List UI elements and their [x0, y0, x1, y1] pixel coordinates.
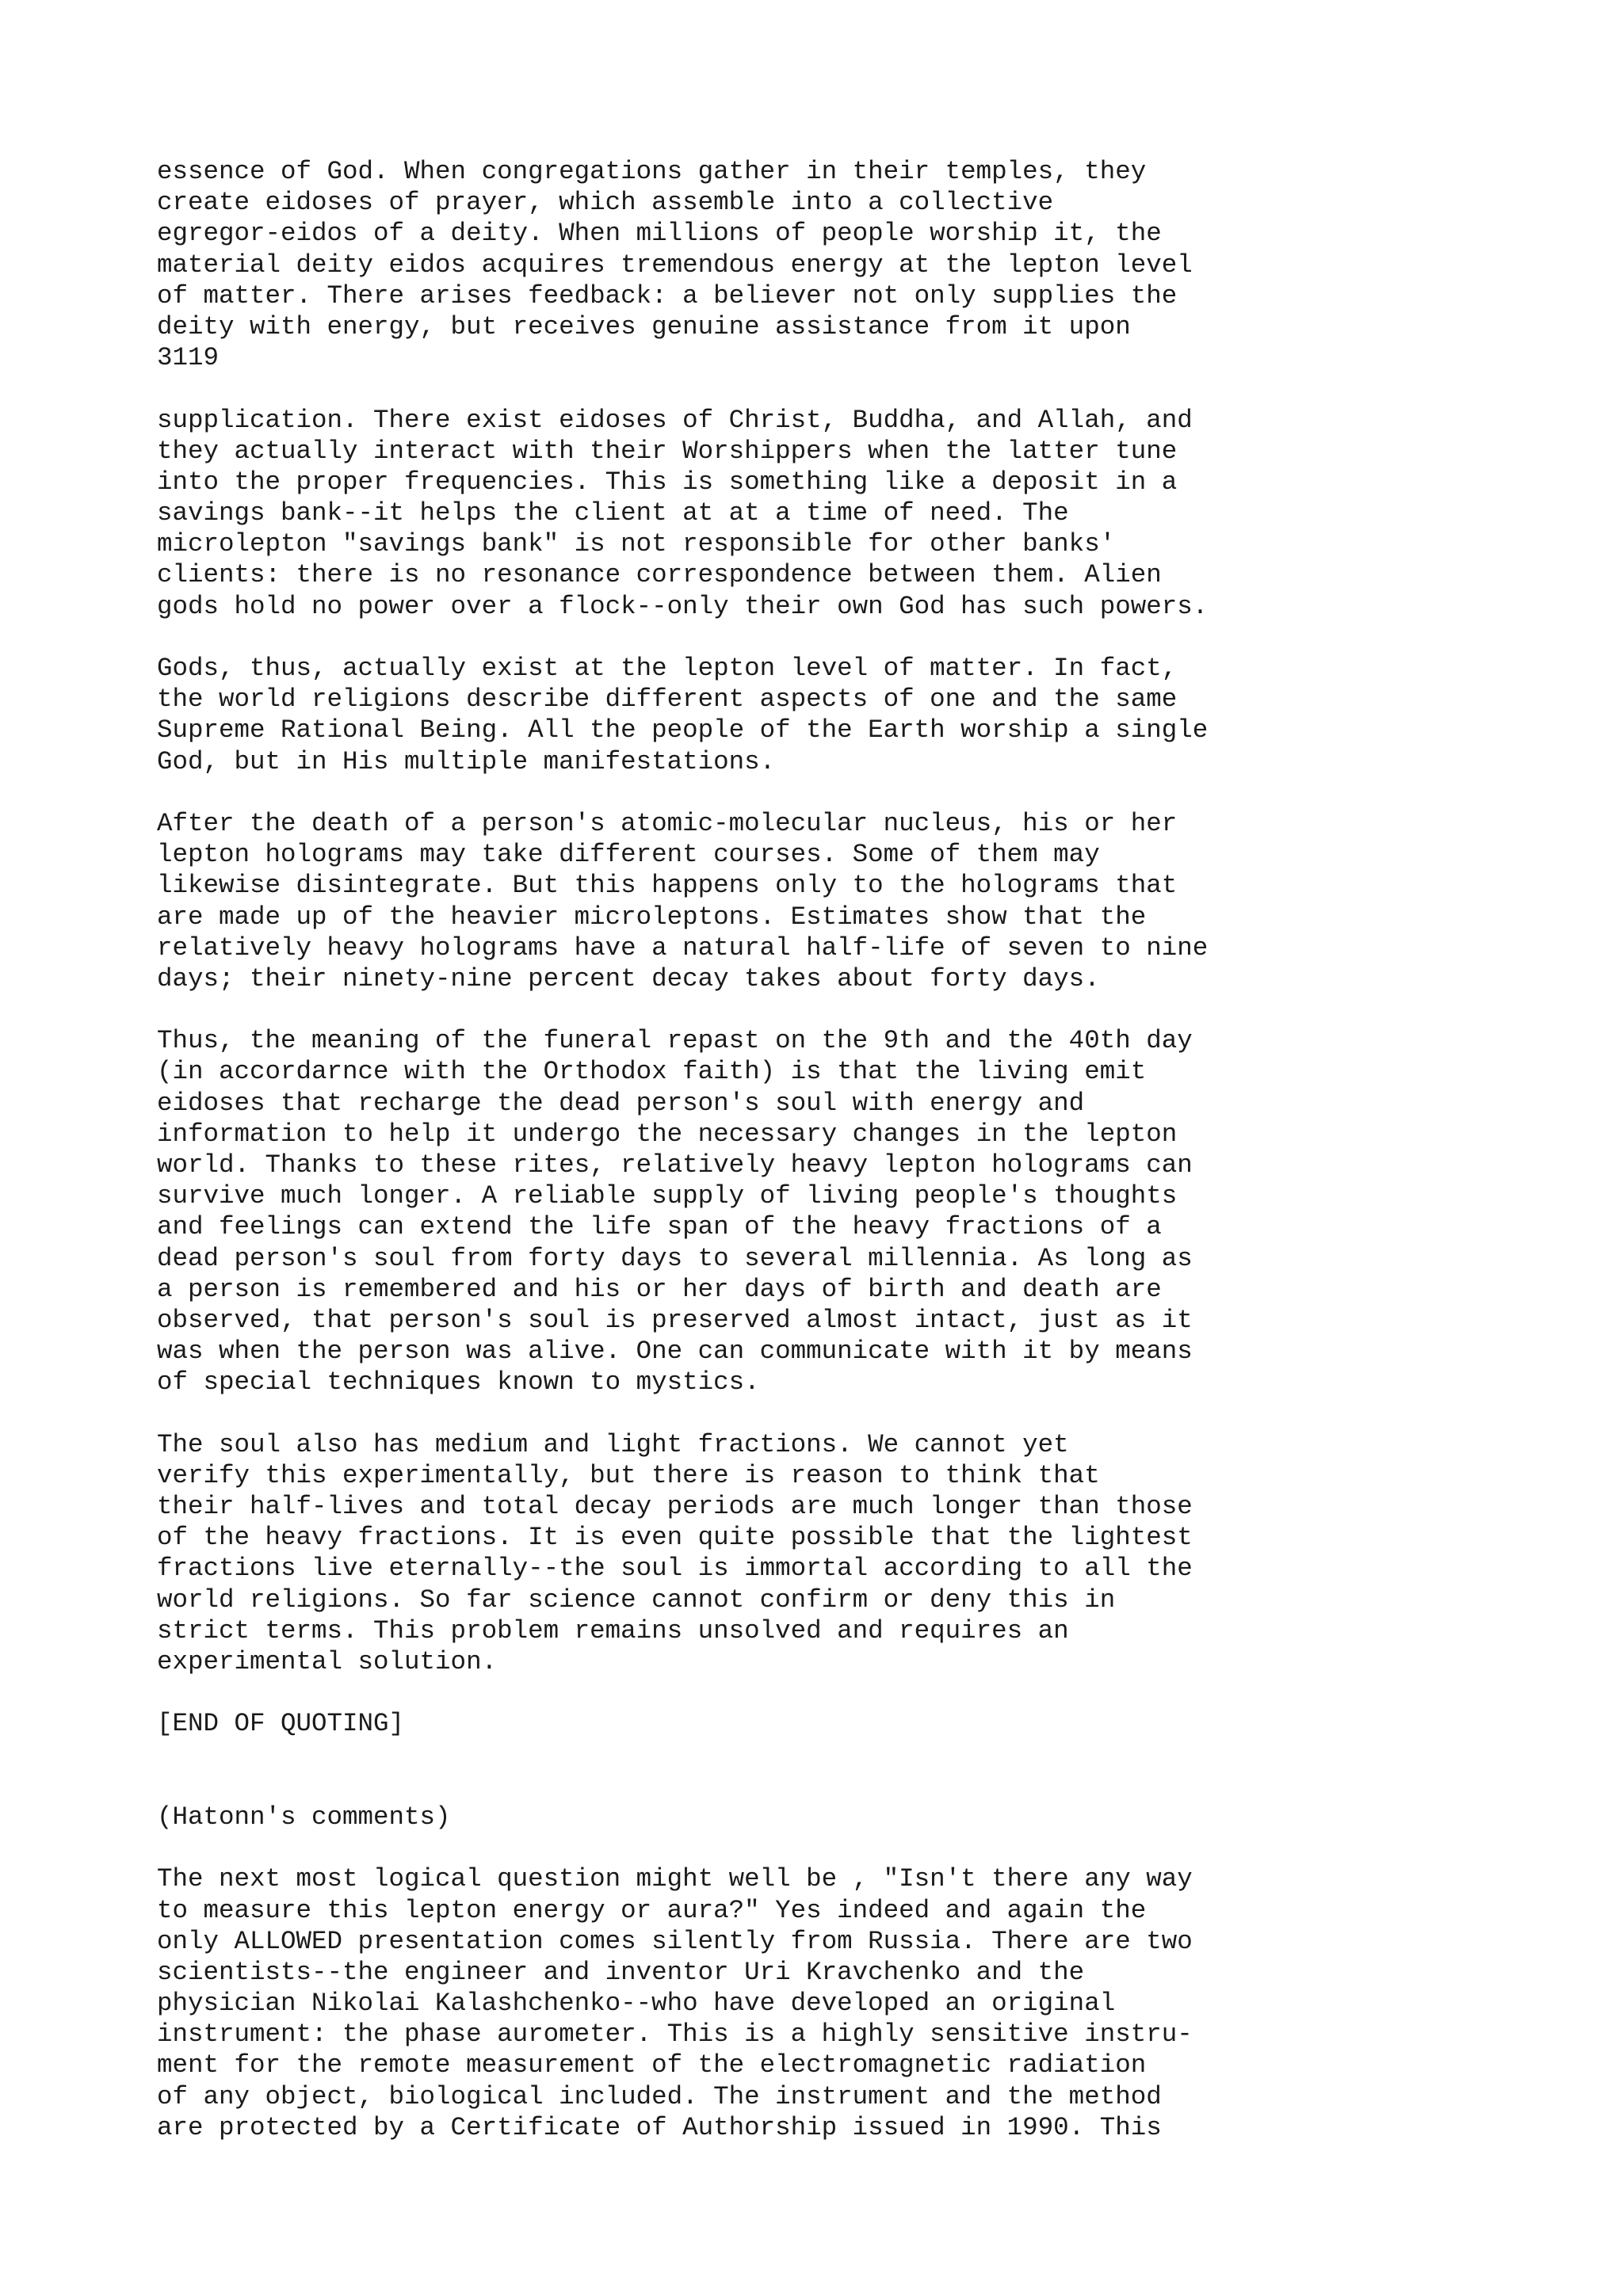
text-line: instrument: the phase aurometer. This is a highly sensitive instru- — [157, 2019, 1193, 2050]
text-line: verify this experimentally, but there is reason to think that — [157, 1460, 1100, 1490]
text-line: material deity eidos acquires tremendous energy at the lepton level — [157, 250, 1193, 280]
text-line: egregor-eidos of a deity. When millions of people worship it, the — [157, 219, 1162, 249]
text-line: relatively heavy holograms have a natural half-life of seven to nine — [157, 933, 1209, 963]
text-line: essence of God. When congregations gather in their temples, they — [157, 157, 1147, 186]
document-body-text — [157, 156, 1552, 2143]
text-line: physician Nikolai Kalashchenko--who have developed an original — [157, 1989, 1116, 2019]
text-line: only ALLOWED presentation comes silently from Russia. There are two — [157, 1926, 1193, 1956]
text-line: they actually interact with their Worshippers when the latter tune — [157, 436, 1178, 466]
text-line: of any object, biological included. The instrument and the method — [157, 2081, 1162, 2111]
text-line: lepton holograms may take different courses. Some of them may — [157, 840, 1100, 870]
text-line: was when the person was alive. One can communicate with it by means — [157, 1337, 1193, 1367]
blank-line — [157, 1398, 1552, 1429]
blank-line — [157, 994, 1552, 1025]
text-line: ment for the remote measurement of the electromagnetic radiation — [157, 2050, 1147, 2081]
text-line: gods hold no power over a flock--only their own God has such powers. — [157, 591, 1209, 621]
text-line: The soul also has medium and light fractions. We cannot yet — [157, 1429, 1069, 1459]
text-line: (in accordarnce with the Orthodox faith) is that the living emit — [157, 1057, 1147, 1087]
text-line: dead person's soul from forty days to several millennia. As long as — [157, 1243, 1193, 1273]
text-line: of special techniques known to mystics. — [157, 1367, 760, 1398]
blank-line — [157, 1740, 1552, 1771]
text-line: days; their ninety-nine percent decay takes about forty days. — [157, 963, 1100, 994]
blank-line — [157, 777, 1552, 808]
text-line: God, but in His multiple manifestations. — [157, 746, 776, 776]
text-line: savings bank--it helps the client at at a time of need. The — [157, 498, 1069, 528]
text-line: information to help it undergo the necessary changes in the lepton — [157, 1119, 1178, 1149]
text-line: Thus, the meaning of the funeral repast on the 9th and the 40th day — [157, 1026, 1193, 1056]
text-line: fractions live eternally--the soul is immortal according to all the — [157, 1554, 1193, 1584]
text-line: are protected by a Certificate of Authorship issued in 1990. This — [157, 2112, 1162, 2142]
text-line: strict terms. This problem remains unsolved and requires an — [157, 1615, 1069, 1646]
text-line: [END OF QUOTING] — [157, 1709, 405, 1739]
blank-line — [157, 1833, 1552, 1863]
text-line: clients: there is no resonance correspondence between them. Alien — [157, 560, 1162, 590]
text-line: a person is remembered and his or her days of birth and death are — [157, 1274, 1162, 1304]
text-line: The next most logical question might well be , "Isn't there any way — [157, 1864, 1193, 1894]
text-line: their half-lives and total decay periods are much longer than those — [157, 1492, 1193, 1522]
text-line: of the heavy fractions. It is even quite possible that the lightest — [157, 1523, 1193, 1553]
blank-line — [157, 1677, 1552, 1708]
text-line: After the death of a person's atomic-molecular nucleus, his or her — [157, 808, 1178, 838]
text-line: and feelings can extend the life span of the heavy fractions of a — [157, 1212, 1162, 1242]
text-line: the world religions describe different aspects of one and the same — [157, 685, 1178, 715]
text-line: microlepton "savings bank" is not responsible for other banks' — [157, 529, 1116, 559]
text-line: deity with energy, but receives genuine assistance from it upon — [157, 311, 1131, 341]
text-line: observed, that person's soul is preserved almost intact, just as it — [157, 1305, 1193, 1335]
text-line: Gods, thus, actually exist at the lepton level of matter. In fact, — [157, 654, 1178, 683]
text-line: likewise disintegrate. But this happens only to the holograms that — [157, 871, 1178, 901]
text-line: are made up of the heavier microleptons. Estimates show that the — [157, 902, 1147, 932]
text-line: (Hatonn's comments) — [157, 1802, 451, 1832]
blank-line — [157, 373, 1552, 404]
blank-line — [157, 1771, 1552, 1802]
text-line: survive much longer. A reliable supply of living people's thoughts — [157, 1181, 1178, 1211]
text-line: supplication. There exist eidoses of Christ, Buddha, and Allah, and — [157, 405, 1193, 435]
text-line: experimental solution. — [157, 1647, 498, 1676]
text-line: world religions. So far science cannot confirm or deny this in — [157, 1585, 1116, 1615]
text-line: world. Thanks to these rites, relatively heavy lepton holograms can — [157, 1150, 1193, 1180]
text-line: create eidoses of prayer, which assemble into a collective — [157, 188, 1054, 218]
text-line: Supreme Rational Being. All the people of the Earth worship a single — [157, 715, 1209, 746]
text-line: to measure this lepton energy or aura?" Yes indeed and again the — [157, 1895, 1147, 1925]
text-line: into the proper frequencies. This is something like a deposit in a — [157, 467, 1178, 497]
text-line: scientists--the engineer and inventor Uri Kravchenko and the — [157, 1957, 1085, 1987]
blank-line — [157, 622, 1552, 653]
document-page — [157, 156, 1552, 2143]
text-line: eidoses that recharge the dead person's soul with energy and — [157, 1088, 1085, 1118]
text-line: 3119 — [157, 343, 220, 373]
text-line: of matter. There arises feedback: a believer not only supplies the — [157, 280, 1178, 311]
